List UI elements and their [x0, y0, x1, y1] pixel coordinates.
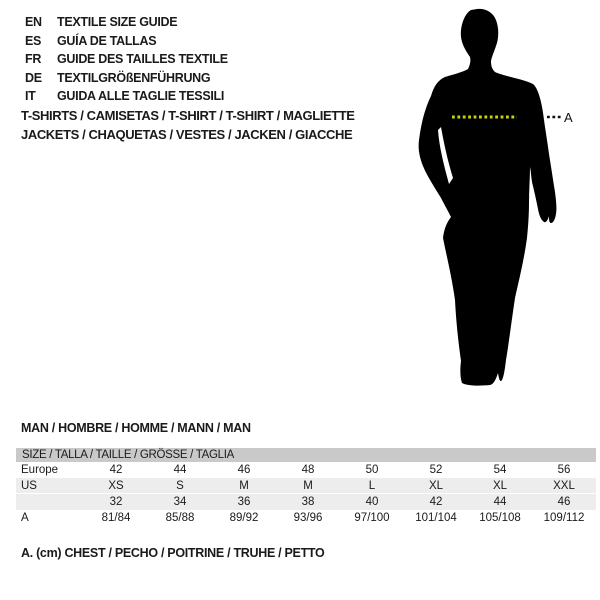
table-cell: XL [428, 479, 444, 492]
measurement-footnote: A. (cm) CHEST / PECHO / POITRINE / TRUHE / PETTO [21, 546, 325, 560]
language-code: DE [25, 70, 42, 85]
table-cell: 81/84 [101, 512, 131, 524]
table-cell: 50 [365, 464, 379, 476]
table-cell: 93/96 [293, 512, 323, 524]
language-code: IT [25, 89, 36, 104]
table-cell: XS [108, 479, 124, 492]
table-cell: 44 [173, 464, 187, 476]
table-cell: 52 [429, 464, 443, 476]
language-code: EN [25, 15, 42, 30]
row-label: Europe [21, 464, 59, 476]
section-heading-man: MAN / HOMBRE / HOMME / MANN / MAN [21, 421, 251, 435]
man-silhouette [419, 9, 557, 386]
table-cell: S [176, 479, 184, 492]
table-cell: XXL [553, 479, 575, 492]
table-cell: M [239, 479, 249, 492]
table-cell: 46 [557, 496, 571, 508]
table-row-europe [16, 462, 596, 478]
table-cell: 48 [301, 464, 315, 476]
size-table-header: SIZE / TALLA / TAILLE / GRÖSSE / TAGLIA [16, 448, 596, 462]
table-cell: 38 [301, 496, 315, 508]
language-row [25, 69, 228, 88]
table-cell: 32 [109, 496, 123, 508]
table-cell: 56 [557, 464, 571, 476]
table-cell: 105/108 [479, 512, 521, 524]
table-cell: 42 [429, 496, 443, 508]
row-label: US [21, 479, 37, 492]
language-list [25, 13, 228, 106]
product-types [21, 107, 355, 144]
table-cell: 101/104 [415, 512, 457, 524]
table-cell: 109/112 [543, 512, 585, 524]
table-cell: 36 [237, 496, 251, 508]
table-cell: 44 [493, 496, 507, 508]
table-cell: 34 [173, 496, 187, 508]
table-row-chest [16, 510, 596, 526]
measure-label-a: A [564, 110, 573, 125]
table-cell: XL [492, 479, 508, 492]
language-row [25, 13, 228, 32]
table-row-numeric [16, 494, 596, 510]
language-code: ES [25, 33, 42, 48]
language-row [25, 32, 228, 51]
table-cell: 42 [109, 464, 123, 476]
man-silhouette-figure [405, 8, 580, 393]
language-label: GUÍA DE TALLAS [57, 33, 157, 48]
product-line-jackets: JACKETS / CHAQUETAS / VESTES / JACKEN / GIACCHE [21, 126, 353, 142]
table-cell: 54 [493, 464, 507, 476]
language-label: GUIDA ALLE TAGLIE TESSILI [57, 89, 225, 104]
language-label: TEXTILE SIZE GUIDE [57, 15, 178, 30]
table-cell: M [303, 479, 313, 492]
table-cell: 97/100 [354, 512, 390, 524]
table-cell: 46 [237, 464, 251, 476]
language-code: FR [25, 52, 42, 67]
table-cell: L [368, 479, 376, 492]
language-row [25, 87, 228, 106]
language-row [25, 50, 228, 69]
table-cell: 40 [365, 496, 379, 508]
language-label: TEXTILGRÖßENFÜHRUNG [57, 70, 211, 85]
row-label: A [21, 512, 29, 524]
language-label: GUIDE DES TAILLES TEXTILE [57, 52, 228, 67]
size-table [16, 448, 596, 526]
table-row-us [16, 478, 596, 494]
table-cell: 85/88 [165, 512, 195, 524]
product-line-tshirts: T-SHIRTS / CAMISETAS / T-SHIRT / T-SHIRT / MAGLIETTE [21, 108, 355, 123]
table-cell: 89/92 [229, 512, 259, 524]
